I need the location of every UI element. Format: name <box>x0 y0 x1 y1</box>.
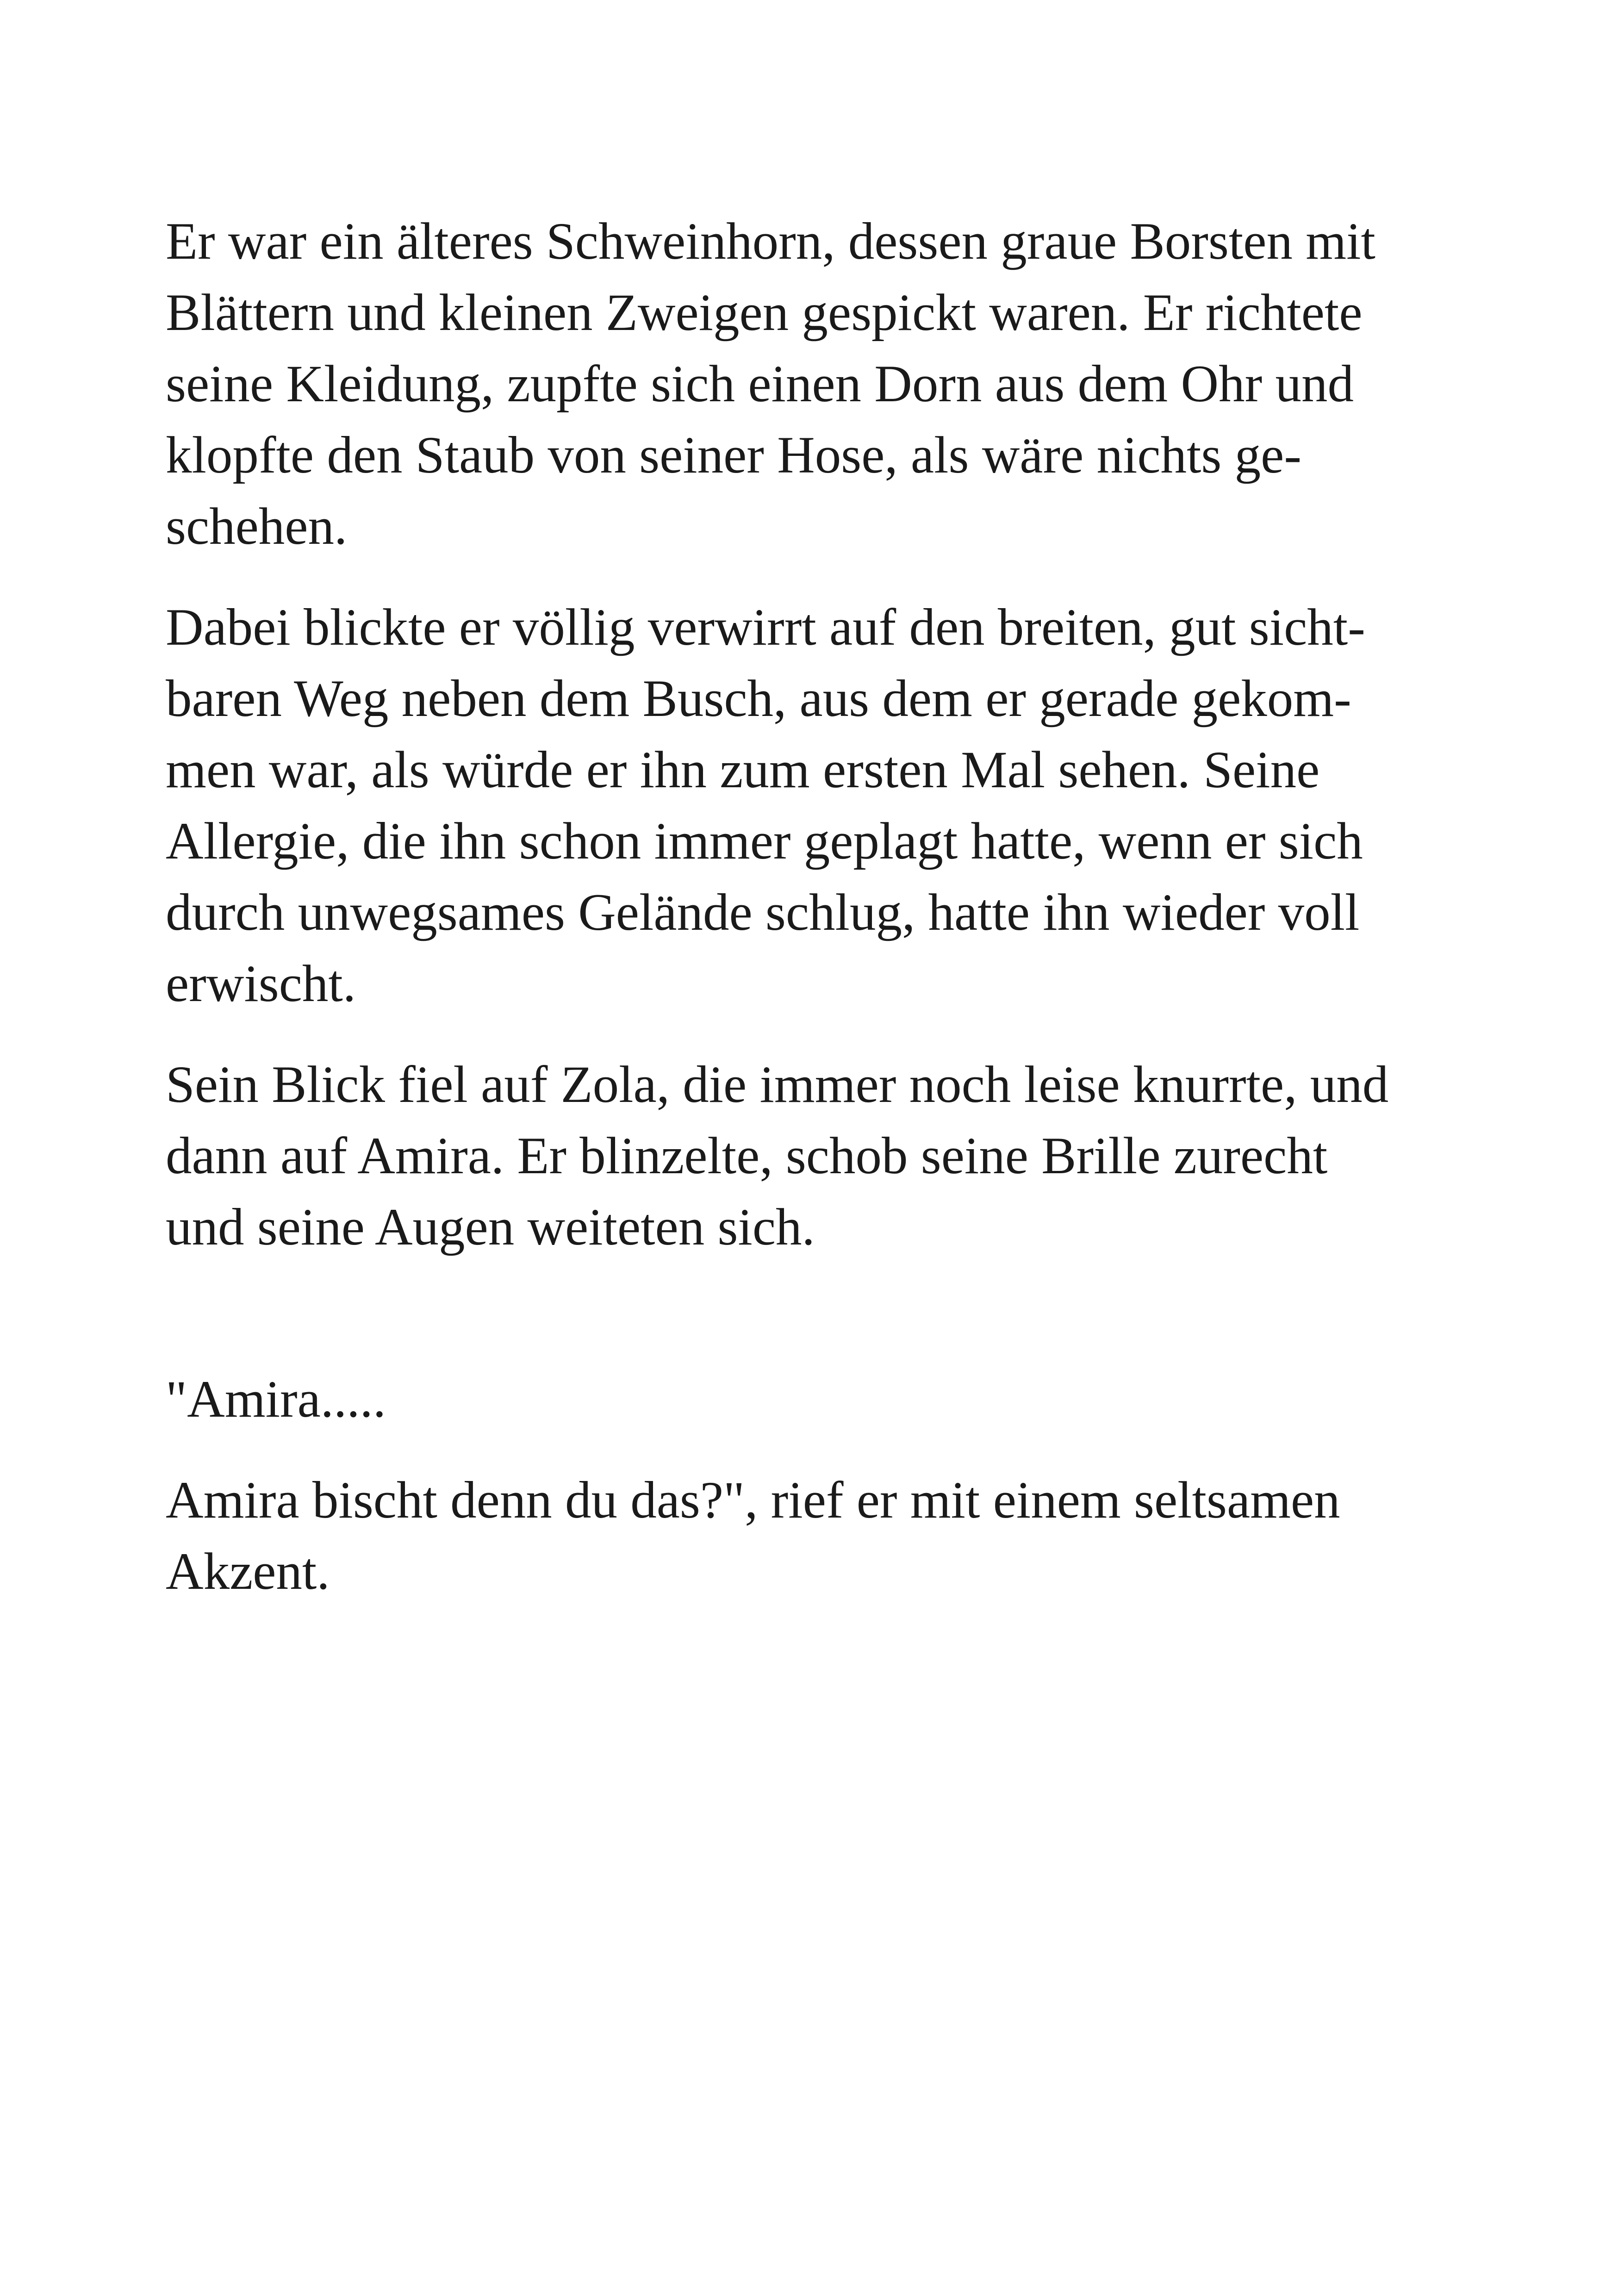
text-line: Akzent. <box>166 1543 330 1600</box>
text-line: schehen. <box>166 498 348 555</box>
paragraph-spacing <box>166 1435 1462 1465</box>
text-line: Allergie, die ihn schon immer geplagt hatte, wenn er sich <box>166 812 1363 870</box>
paragraph-2 <box>166 592 1462 1020</box>
text-line: Amira bischt denn du das?", rief er mit einem seltsamen <box>166 1471 1340 1529</box>
text-line: seine Kleidung, zupfte sich einen Dorn aus dem Ohr und <box>166 355 1354 413</box>
text-line: dann auf Amira. Er blinzelte, schob seine Brille zurecht <box>166 1127 1328 1185</box>
section-break <box>166 1263 1462 1364</box>
text-line: erwischt. <box>166 955 356 1013</box>
paragraph-4 <box>166 1364 1462 1435</box>
document-body <box>166 206 1462 1607</box>
text-line: "Amira..... <box>166 1370 386 1428</box>
text-line: Dabei blickte er völlig verwirrt auf den breiten, gut sicht- <box>166 598 1365 656</box>
text-line: Blättern und kleinen Zweigen gespickt waren. Er richtete <box>166 284 1363 342</box>
paragraph-3 <box>166 1049 1462 1263</box>
paragraph-spacing <box>166 1020 1462 1049</box>
text-line: und seine Augen weiteten sich. <box>166 1198 815 1256</box>
paragraph-spacing <box>166 562 1462 592</box>
paragraph-1 <box>166 206 1462 562</box>
text-line: Sein Blick fiel auf Zola, die immer noch leise knurrte, und <box>166 1056 1389 1114</box>
text-line: baren Weg neben dem Busch, aus dem er gerade gekom- <box>166 670 1351 728</box>
text-line: durch unwegsames Gelände schlug, hatte ihn wieder voll <box>166 884 1360 941</box>
text-line: klopfte den Staub von seiner Hose, als wäre nichts ge- <box>166 426 1301 484</box>
text-line: Er war ein älteres Schweinhorn, dessen graue Borsten mit <box>166 212 1375 270</box>
text-line: men war, als würde er ihn zum ersten Mal sehen. Seine <box>166 741 1320 799</box>
paragraph-5 <box>166 1465 1462 1607</box>
